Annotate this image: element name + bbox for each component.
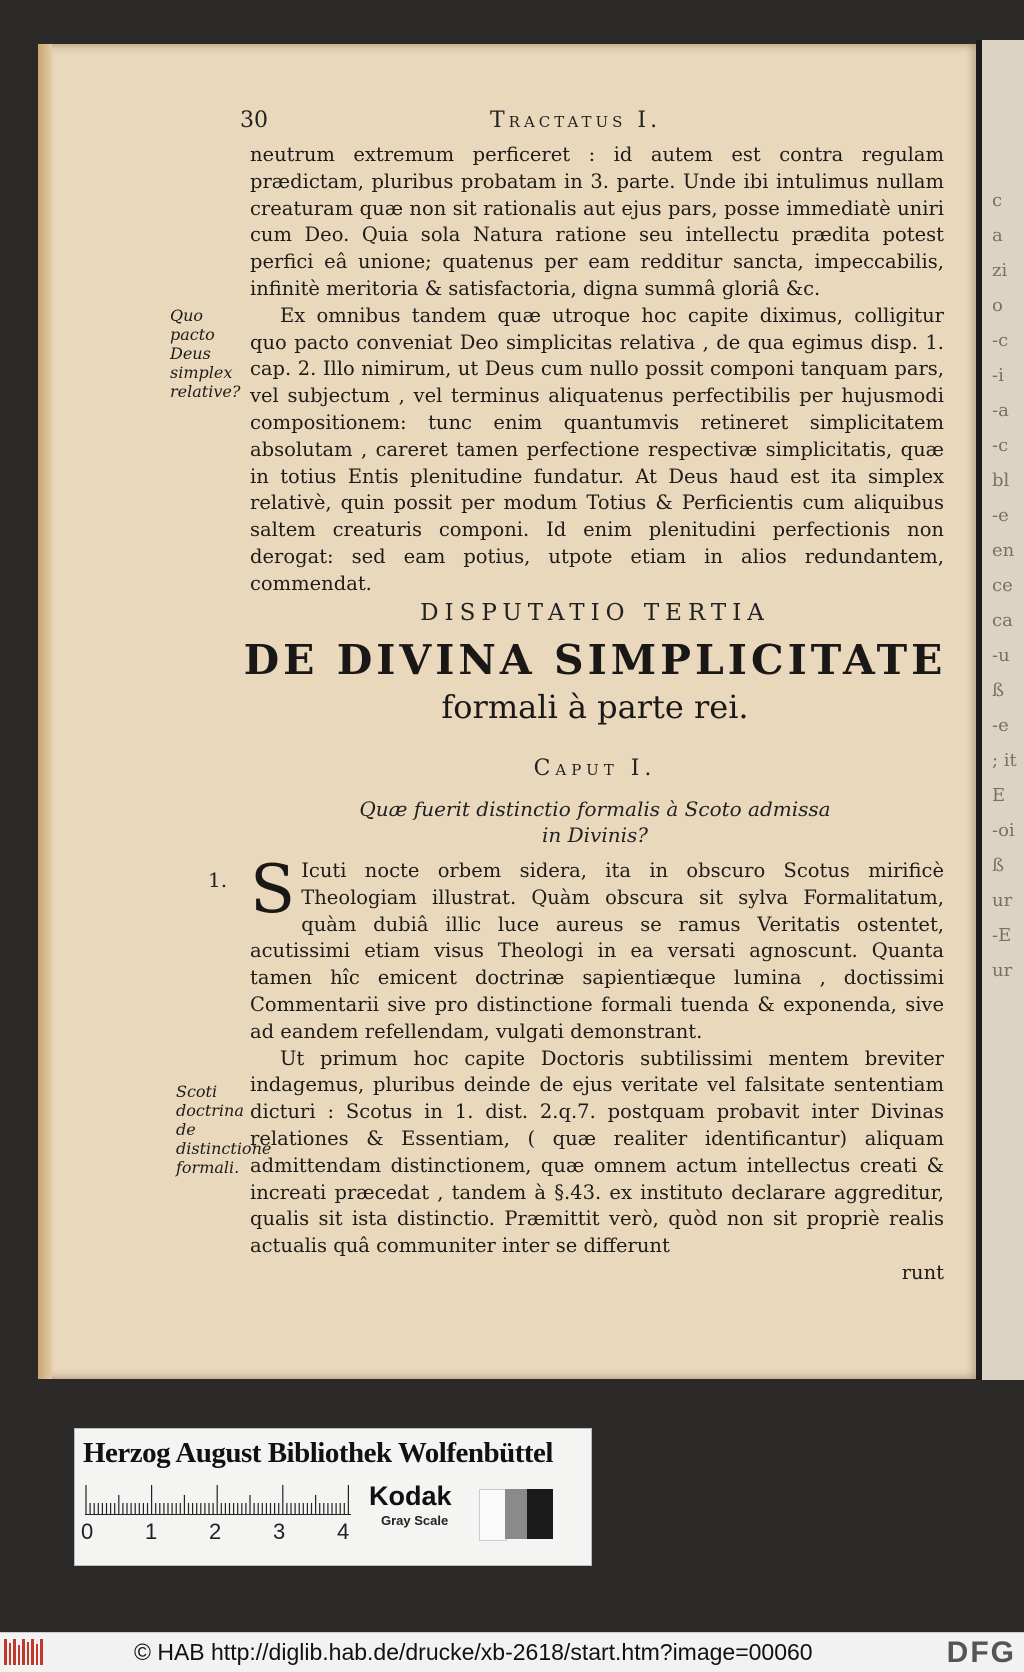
facing-page-fragment [976,40,1024,1380]
catchword: runt [901,1260,944,1284]
gray-patch-mid [505,1489,527,1539]
book-gutter [976,40,982,1380]
paragraph-body: Icuti nocte orbem sidera, ita in obscuro Scotus mirificè Theologiam illustrat. Quàm obscura sit sylva Formalitatum, quàm dubiâ illic luce aureus se ramus Veritatis ostentet, acutissimi etiam visus Theologi in ea versati agnoscunt. Quanta tamen hîc emicent doctrinæ sapientiæque lumina , doctissimi Commentarii sive pro distinctione formali tuenda & exponenda, sive ad eandem refellendam, vulgati demonstrant. [250,859,944,1043]
gray-patch-white [479,1489,507,1541]
facing-page-text-fragment: -e [992,715,1009,736]
section-number: 1. [208,868,228,892]
facing-page-text-fragment: en [992,540,1015,561]
facing-page-text-fragment: -a [992,400,1009,421]
page-edge [38,44,52,1379]
facing-page-text-fragment: -E [992,925,1012,946]
facing-page-text-fragment: ce [992,575,1013,596]
footer-link[interactable]: © HAB http://diglib.hab.de/drucke/xb-2618/start.htm?image=00060 [134,1639,813,1665]
ruler-number: 1 [145,1519,158,1544]
facing-page-text-fragment: ; it [992,750,1017,771]
facing-page-text-fragment: ur [992,960,1013,981]
ruler-number: 0 [81,1519,94,1544]
ruler-number: 2 [209,1519,222,1544]
question-line: in Divinis? [541,823,649,847]
drop-cap: S [250,851,296,928]
footer-bar [0,1632,1024,1672]
page-number: 30 [240,108,268,133]
facing-page-text-fragment: -oi [992,820,1015,841]
disputatio-title: DE DIVINA SIMPLICITATE [243,636,947,684]
facing-page-text-fragment: -c [992,330,1009,351]
facing-page-text-fragment: -i [992,365,1004,386]
dfg-logo: DFG [946,1636,1016,1669]
paragraph: Ut primum hoc capite Doctoris subtilissimi mentem breviter indagemus, pluribus deinde de ejus veritate vel falsitate sententiam dicturi : Scotus in 1. dist. 2.q.7. postquam probavit inter Divinas relationes & Essentiam, ( quæ realiter identificantur) aliquam admittendam distinctionem, quæ omnem actum intellectus creati & increati præcedat , tandem à §.43. ex instituto declarare aggreditur, qualis sit ista distinctio. Præmittit verò, quòd non sit propriè realis actualis quâ communiter inter se differunt [250,1046,944,1258]
facing-page-text-fragment: ur [992,890,1013,911]
facing-page-text-fragment: zi [992,260,1008,281]
caput-heading: Caput I. [533,756,657,781]
disputatio-heading: DISPUTATIO TERTIA [420,600,770,626]
hab-barcode-icon [4,1639,44,1665]
facing-page-text-fragment: o [992,295,1003,316]
facing-page-text-fragment: ca [992,610,1013,631]
facing-page-text-fragment: -c [992,435,1009,456]
ruler-number: 3 [273,1519,286,1544]
facing-page-text-fragment: a [992,225,1003,246]
gray-patch-black [527,1489,553,1539]
disputatio-subtitle: formali à parte rei. [441,688,749,726]
margin-note: Scoti doctrina de distinctione formali. [176,1082,272,1177]
facing-page-text-fragment: -e [992,505,1009,526]
color-calibration-card [74,1428,592,1566]
scale-ruler [85,1485,351,1515]
paragraph: Ex omnibus tandem quæ utroque hoc capite diximus, colligitur quo pacto conveniat Deo simplicitas relativa , de qua egimus disp. 1. cap. 2. Illo nimirum, ut Deus cum nullo possit componi tanquam pars, vel subjectum , vel terminus aliquatenus perfectibilis per hujusmodi compositionem: tunc enim quantumvis retineret simplicitatem absolutam , careret tamen perfectione respectivæ simplicitatis, quæ in totius Entis plenitudine fundatur. At Deus haud est ita simplex relativè, quin possit per modum Totius & Perficientis cum aliquibus saltem creaturis componi. Id enim plenitudini perfectionis non derogat: sed eam potius, utpote etiam in alios redundantem, commendat. [250,303,944,595]
facing-page-text-fragment: E [992,785,1006,806]
margin-note: Quo pacto Deus simplex relative? [170,306,241,401]
ruler-number: 4 [337,1519,350,1544]
paragraph [250,851,944,1046]
text-block-top [250,142,944,598]
facing-page-text-fragment: ß [992,680,1005,701]
text-block-bottom [250,851,944,1287]
page-header [240,108,940,138]
background-strip [976,0,1024,40]
gray-scale-label: Gray Scale [381,1513,449,1528]
facing-page-text-fragment: bl [992,470,1010,491]
library-name: Herzog August Bibliothek Wolfenbüttel [83,1437,553,1469]
facing-page-text-fragment: -u [992,645,1010,666]
facing-page-text-fragment: ß [992,855,1005,876]
kodak-logo: Kodak [369,1481,452,1511]
facing-page-text-fragment: c [992,190,1003,211]
question-line: Quæ fuerit distinctio formalis à Scoto admissa [359,797,831,821]
paragraph: neutrum extremum perficeret : id autem est contra regulam prædictam, pluribus probatam in 3. parte. Unde ibi intulimus nullam creaturam quæ non sit rationalis aut ejus pars, posse immediatè uniri cum Deo. Quia sola Natura ratione seu intellectu prædita potest perfici eâ unione; quatenus per eam redditur sancta, impeccabilis, infinitè meritoria & satisfactoria, digna summâ gloriâ &c. [250,143,944,300]
running-title: Tractatus I. [490,108,662,133]
caput-question [240,796,950,848]
